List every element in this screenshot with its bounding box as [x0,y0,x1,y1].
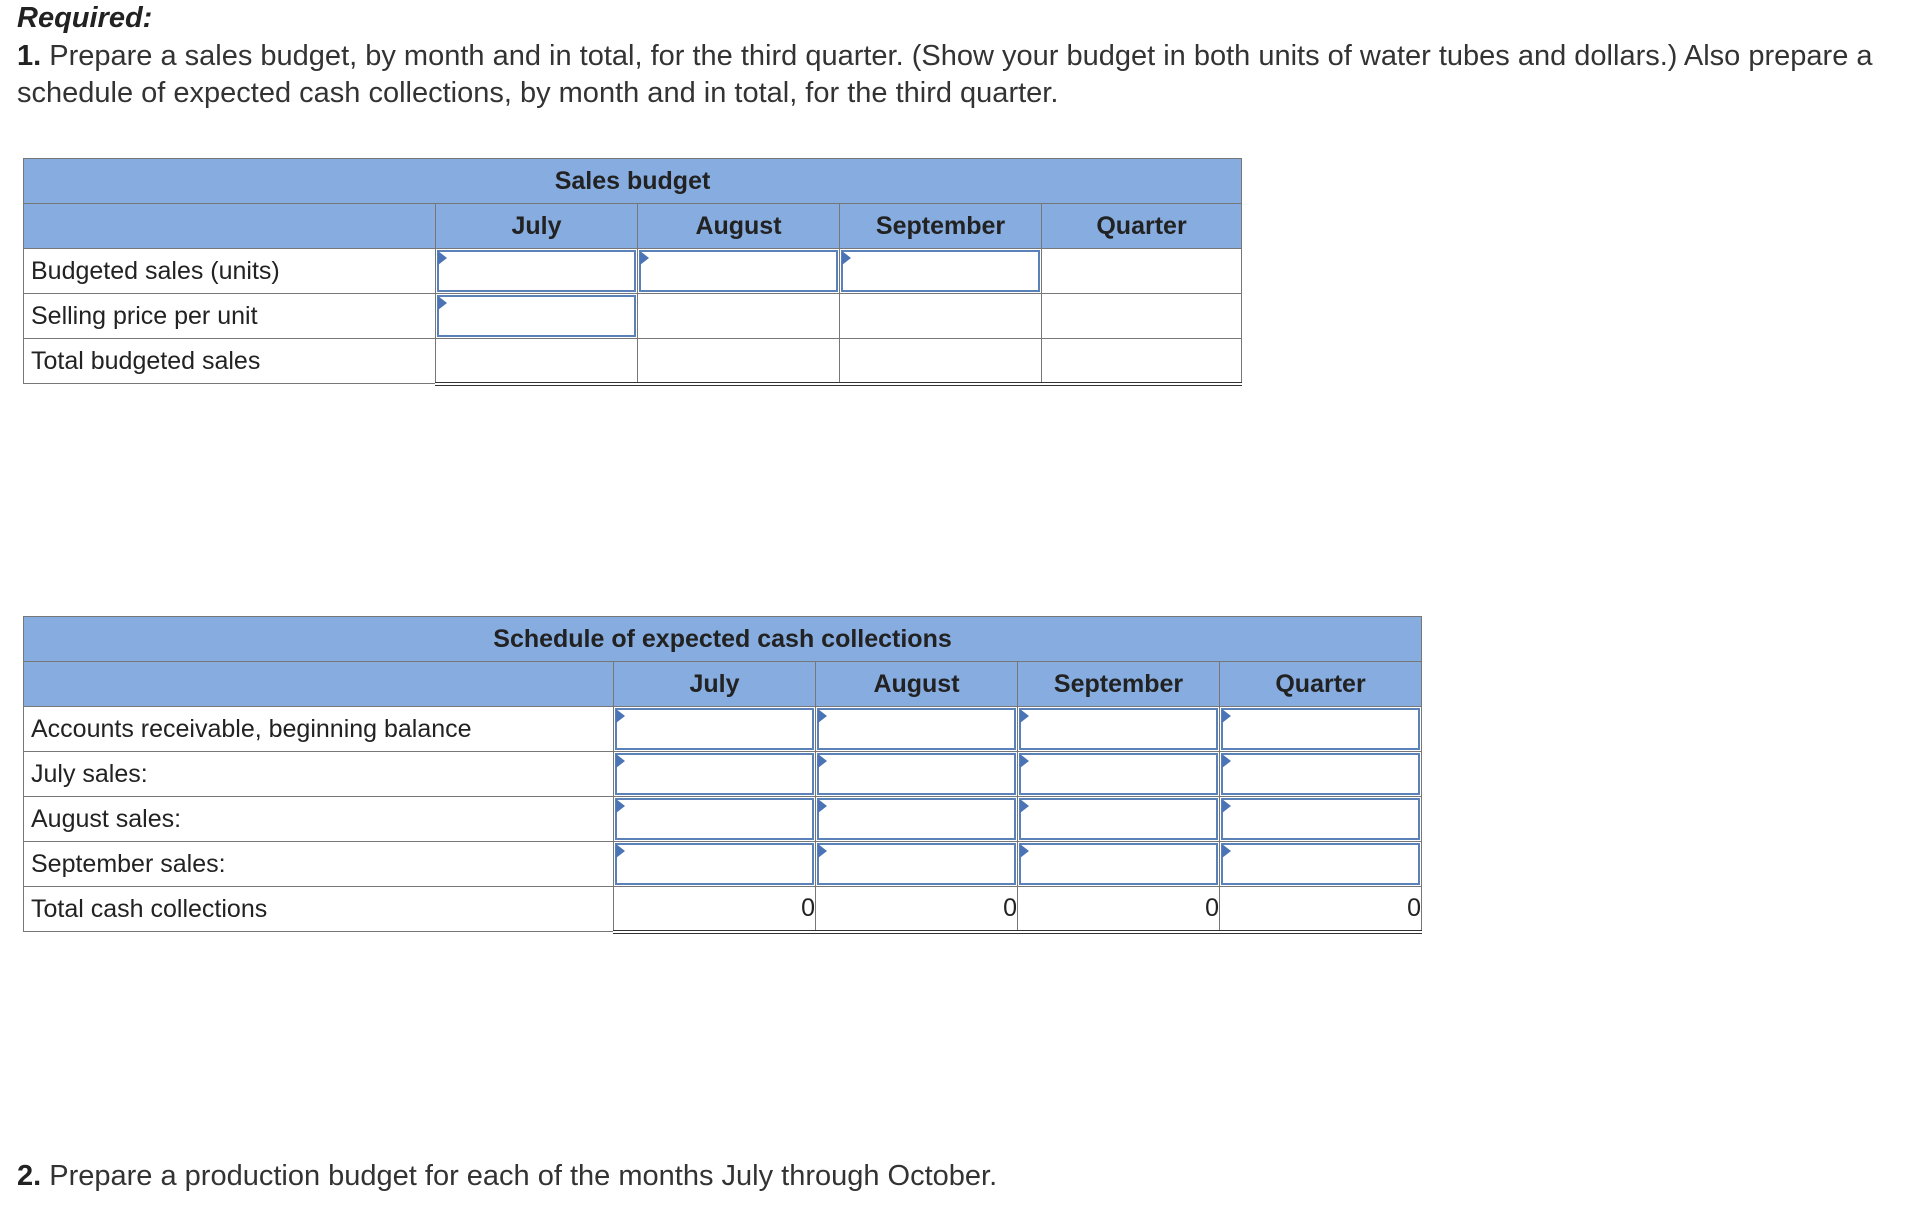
row-label-selling-price: Selling price per unit [24,294,436,339]
table-row [24,707,1422,752]
input-box[interactable] [437,295,636,337]
total-cash-july: 0 [614,887,816,932]
sales-header-august: August [638,204,840,249]
total-sales-august-cell [638,339,840,384]
sales-budget-table [23,158,1242,386]
input-july-sales-quarter[interactable] [1220,752,1422,797]
selling-price-quarter-cell [1042,294,1242,339]
row-label-total-budgeted-sales: Total budgeted sales [24,339,436,384]
total-sales-july-cell [436,339,638,384]
input-box[interactable] [639,250,838,292]
input-july-sales-july[interactable] [614,752,816,797]
input-box[interactable] [615,753,814,795]
sales-budget-header-row [24,204,1242,249]
input-box[interactable] [1221,843,1420,885]
sales-header-july: July [436,204,638,249]
input-box[interactable] [1019,753,1218,795]
input-august-sales-august[interactable] [816,797,1018,842]
sales-header-september: September [840,204,1042,249]
table-row [24,294,1242,339]
requirement-1 [17,38,1897,112]
requirement-2 [17,1158,997,1195]
input-box[interactable] [817,708,1016,750]
total-cash-quarter: 0 [1220,887,1422,932]
input-ar-quarter[interactable] [1220,707,1422,752]
input-september-sales-july[interactable] [614,842,816,887]
row-label-august-sales: August sales: [24,797,614,842]
table-row [24,339,1242,384]
input-september-sales-august[interactable] [816,842,1018,887]
cash-header-august: August [816,662,1018,707]
row-label-budgeted-sales-units: Budgeted sales (units) [24,249,436,294]
table-row [24,752,1422,797]
cash-header-quarter: Quarter [1220,662,1422,707]
total-sales-quarter-cell [1042,339,1242,384]
requirement-2-number: 2. [17,1160,42,1192]
input-box[interactable] [817,753,1016,795]
input-box[interactable] [1019,843,1218,885]
required-heading: Required: [17,2,153,34]
selling-price-august-cell [638,294,840,339]
input-budgeted-sales-august[interactable] [638,249,840,294]
row-label-july-sales: July sales: [24,752,614,797]
table-row [24,842,1422,887]
input-box[interactable] [1221,708,1420,750]
input-box[interactable] [615,708,814,750]
requirement-1-text: Prepare a sales budget, by month and in total, for the third quarter. (Show your budget in both units of water tubes and dollars.) Also prepare a schedule of expected cash collections, by month and in total, for the third quarter. [17,40,1873,109]
input-box[interactable] [615,798,814,840]
row-label-accounts-receivable: Accounts receivable, beginning balance [24,707,614,752]
input-september-sales-september[interactable] [1018,842,1220,887]
input-budgeted-sales-july[interactable] [436,249,638,294]
input-box[interactable] [817,843,1016,885]
input-box[interactable] [1019,708,1218,750]
sales-header-blank [24,204,436,249]
row-label-total-cash-collections: Total cash collections [24,887,614,932]
total-sales-september-cell [840,339,1042,384]
input-box[interactable] [615,843,814,885]
input-budgeted-sales-september[interactable] [840,249,1042,294]
input-selling-price-july[interactable] [436,294,638,339]
input-july-sales-august[interactable] [816,752,1018,797]
table-row [24,887,1422,932]
input-ar-july[interactable] [614,707,816,752]
input-box[interactable] [1221,798,1420,840]
input-august-sales-quarter[interactable] [1220,797,1422,842]
input-box[interactable] [1019,798,1218,840]
total-cash-august: 0 [816,887,1018,932]
input-august-sales-july[interactable] [614,797,816,842]
requirement-2-text: Prepare a production budget for each of the months July through October. [49,1160,998,1192]
sales-budget-title: Sales budget [24,159,1242,204]
table-row [24,797,1422,842]
input-box[interactable] [841,250,1040,292]
input-august-sales-september[interactable] [1018,797,1220,842]
cash-collections-header-row [24,662,1422,707]
requirement-1-number: 1. [17,40,42,72]
cash-collections-title: Schedule of expected cash collections [24,617,1422,662]
row-label-september-sales: September sales: [24,842,614,887]
table-row [24,249,1242,294]
input-box[interactable] [817,798,1016,840]
selling-price-september-cell [840,294,1042,339]
input-ar-september[interactable] [1018,707,1220,752]
input-box[interactable] [1221,753,1420,795]
sales-header-quarter: Quarter [1042,204,1242,249]
total-cash-september: 0 [1018,887,1220,932]
cash-collections-table [23,616,1422,934]
cash-header-july: July [614,662,816,707]
input-september-sales-quarter[interactable] [1220,842,1422,887]
cash-header-blank [24,662,614,707]
input-ar-august[interactable] [816,707,1018,752]
budgeted-sales-quarter-cell [1042,249,1242,294]
input-box[interactable] [437,250,636,292]
input-july-sales-september[interactable] [1018,752,1220,797]
cash-header-september: September [1018,662,1220,707]
